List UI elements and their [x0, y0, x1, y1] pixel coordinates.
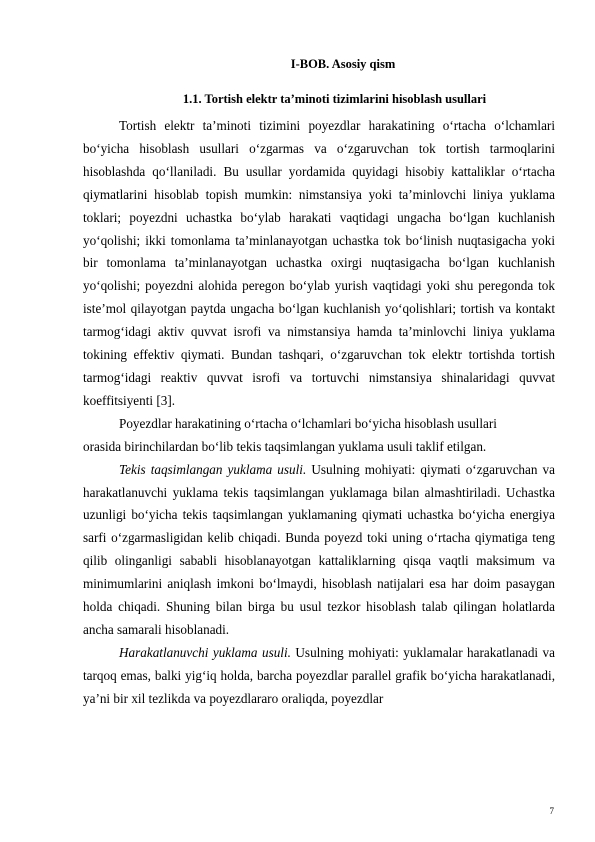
page-number: 7: [549, 806, 554, 816]
paragraph-3-text: Usulning mohiyati: qiymati o‘zgaruvchan va harakatlanuvchi yuklama tekis taqsimlangan yuklamaga bilan almashtiriladi. Uchastka uzunligi bo‘yicha tekis taqsimlangan yuklamaning qiymati uchastka bo‘yicha energiya sarfi o‘zgarmasligidan kelib chiqadi. Bunda poyezd toki uning o‘rtacha qiymatiga teng qilib olinganligi sababli hisoblanayotgan kattaliklarning qisqa vaqtli maksimum va minimumlarini aniqlash imkoni bo‘lmaydi, hisoblash natijalari esa har doim pasaygan holda chiqadi. Shuning bilan birga bu usul tezkor hisoblash talab qilingan holatlarda ancha samarali hisoblanadi.: [83, 461, 555, 637]
paragraph-1: Tortish elektr ta’minoti tizimini poyezdlar harakatining o‘rtacha o‘lchamlari bo‘yicha hisoblash usullari o‘zgarmas va o‘zgaruvchan tok tortish tarmoqlarini hisoblashda qo‘llaniladi. Bu usullar yordamida quyidagi hisobiy kattaliklar o‘rtacha qiymatlarini hisoblab topish mumkin: nimstansiya yoki ta’minlovchi liniya yuklama toklari; poyezdni uchastka bo‘ylab harakati vaqtidagi ungacha bo‘lgan kuchlanish yo‘qolishi; ikki tomonlama ta’minlanayotgan uchastka tok bo‘linish nuqtasigacha yoki bir tomonlama ta’minlanayotgan uchastka oxirgi nuqtasigacha bo‘lgan kuchlanish yo‘qolishi; poyezdni alohida peregon bo‘ylab yurish vaqtidagi yoki shu peregonda tok iste’mol qilayotgan paytda ungacha bo‘lgan kuchlanish yo‘qolishlari; tortish va kontakt tarmog‘idagi aktiv quvvat isrofi va nimstansiya hamda ta’minlovchi liniya yuklama tokining effektiv qiymati. Bundan tashqari, o‘zgaruvchan tok elektr tortishda tortish tarmog‘idagi reaktiv quvvat isrofi va tortuvchi nimstansiya shinalaridagi quvvat koeffitsiyenti [3].: [83, 118, 555, 408]
chapter-title: I-BOB. Asosiy qism: [290, 57, 396, 71]
body-text: [83, 115, 555, 711]
section-title: 1.1. Tortish elektr ta’minoti tizimlarini hisoblash usullari: [182, 92, 487, 106]
paragraph-4-text: Usulning mohiyati: yuklamalar harakatlanadi va tarqoq emas, balki yig‘iq holda, barcha poyezdlar parallel grafik bo‘yicha harakatlanadi, ya’ni bir xil tezlikda va poyezdlararo oraliqda, poyezdlar: [83, 644, 555, 706]
paragraph-2-continuation: orasida birinchilardan bo‘lib tekis taqsimlangan yuklama usuli taklif etilgan.: [83, 438, 487, 454]
paragraph-2: Poyezdlar harakatining o‘rtacha o‘lchamlari bo‘yicha hisoblash usullari: [119, 415, 497, 431]
paragraph-3: [83, 459, 555, 642]
paragraph-4: [83, 642, 555, 711]
paragraph-4-lead: Harakatlanuvchi yuklama usuli.: [119, 644, 291, 660]
paragraph-3-lead: Tekis taqsimlangan yuklama usuli.: [119, 461, 307, 477]
